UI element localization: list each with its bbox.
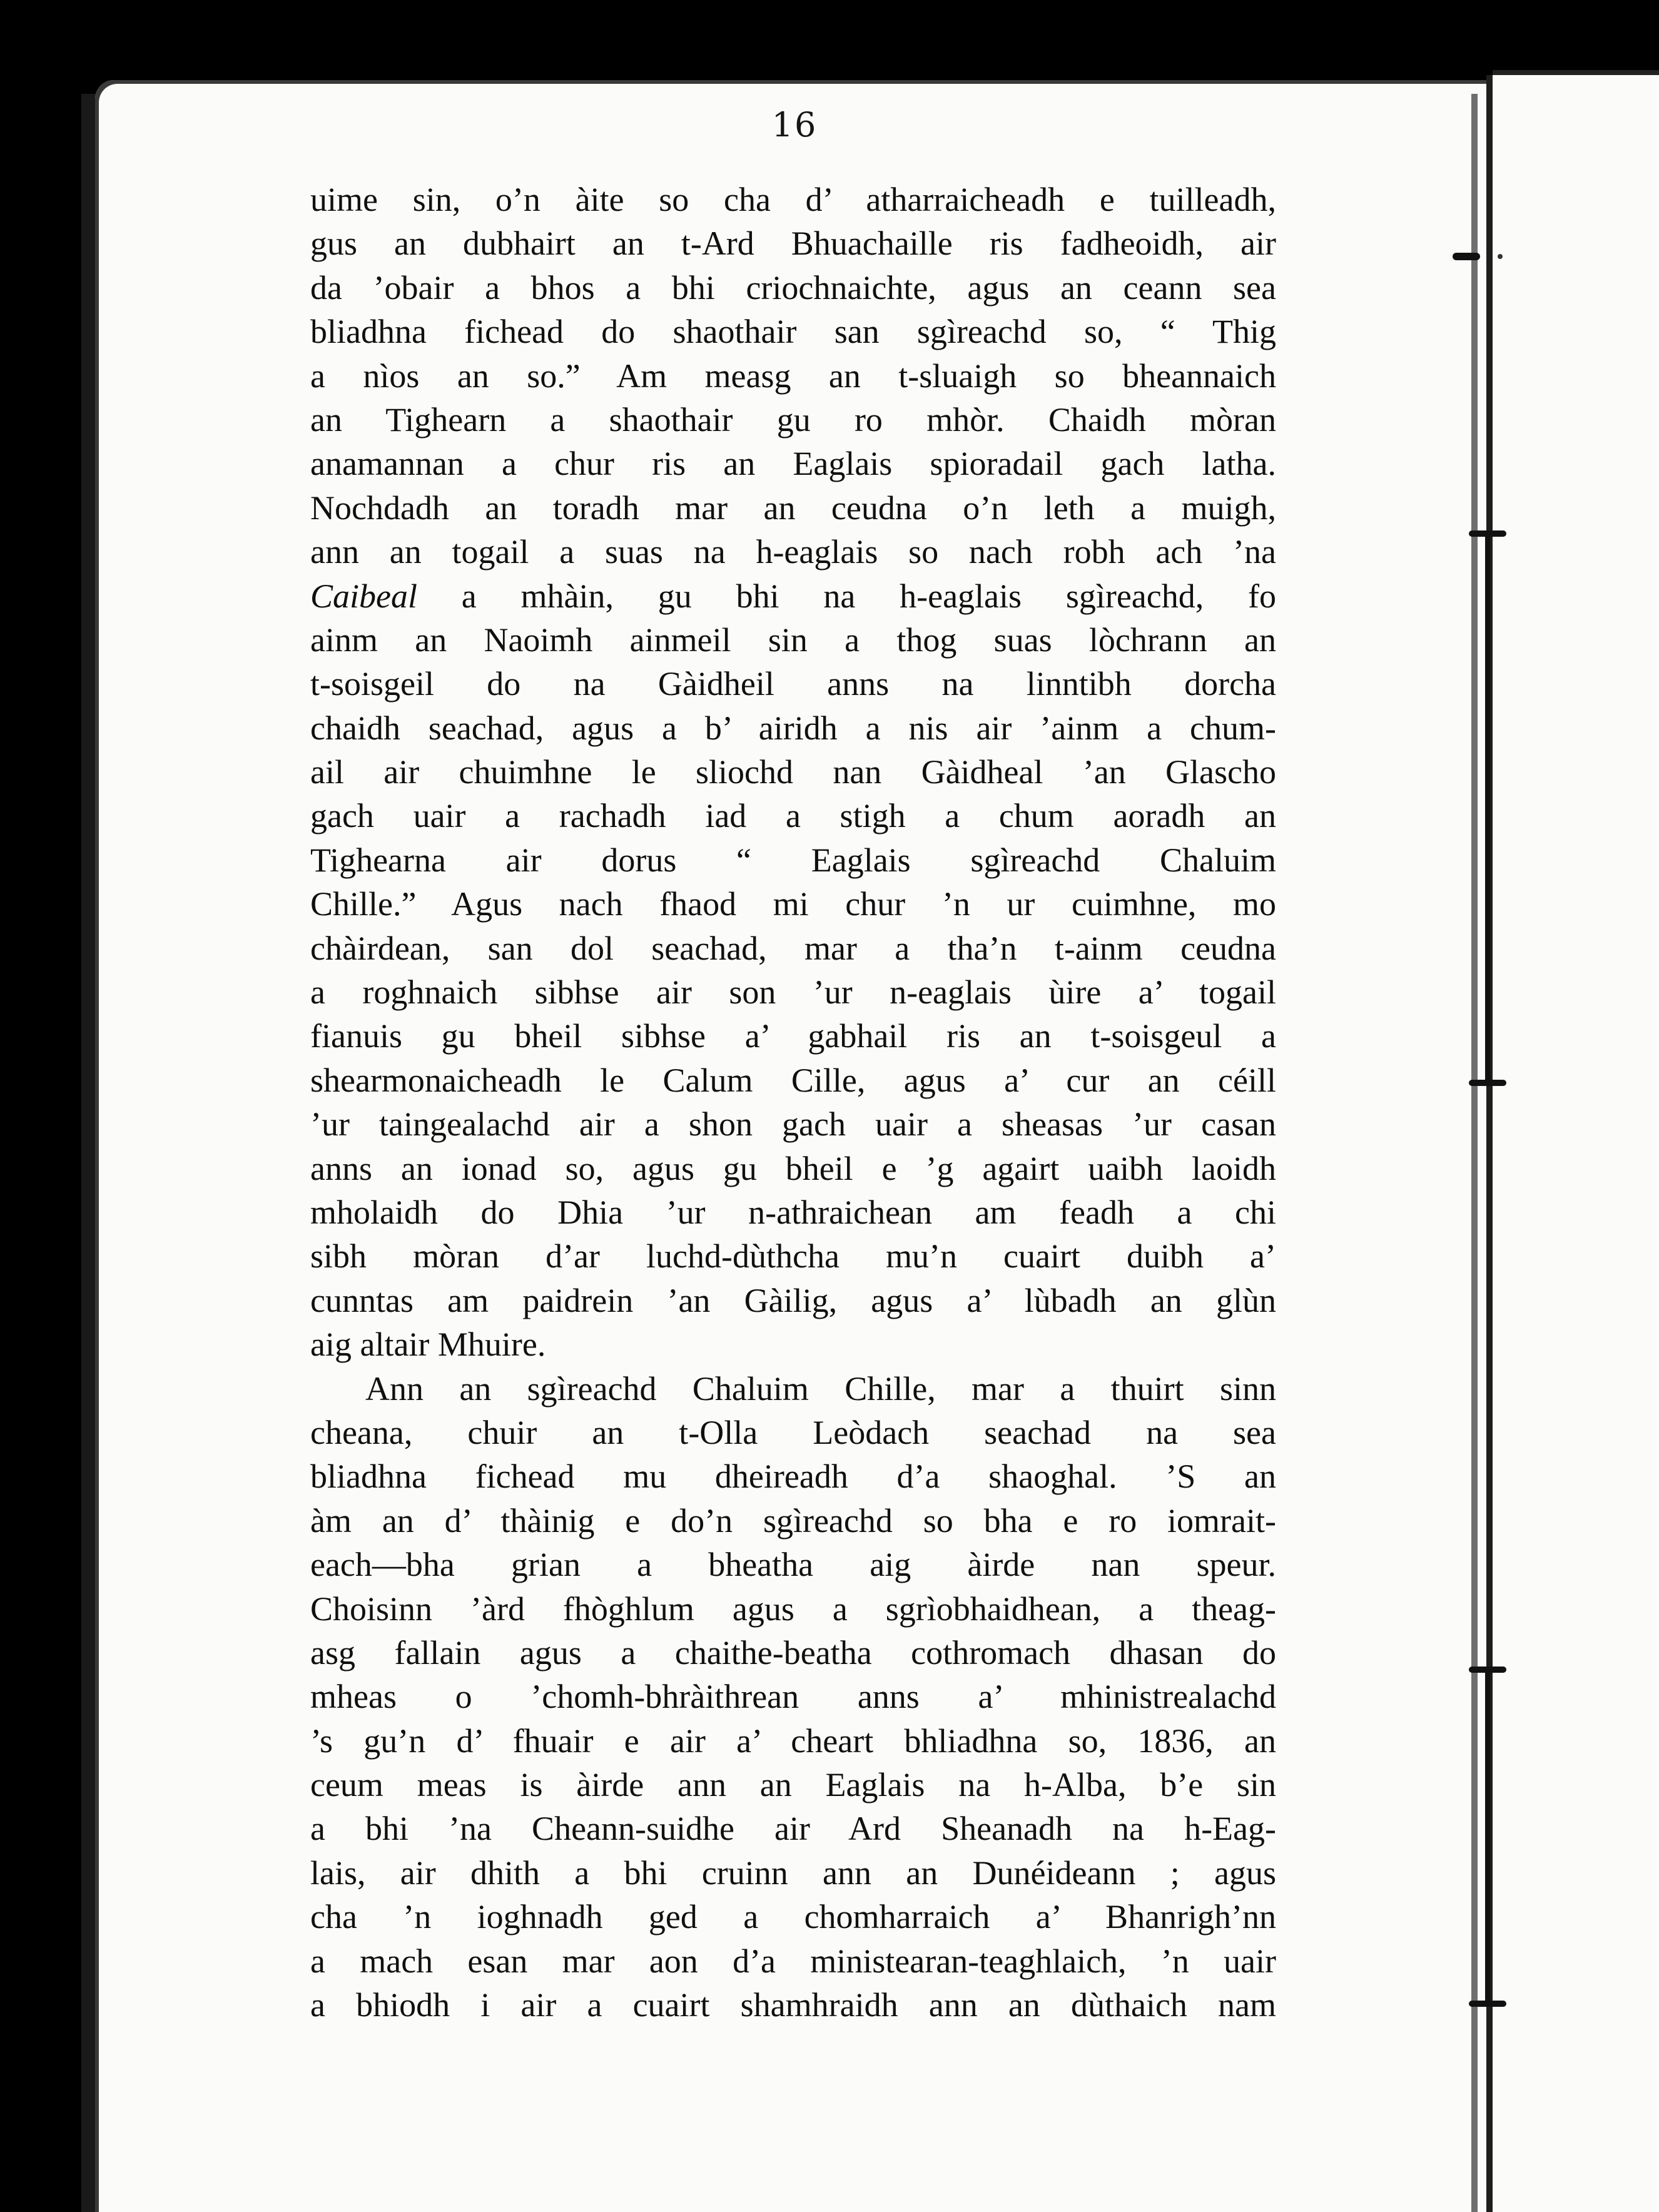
margin-dash-mark [1453, 253, 1480, 260]
margin-bracket-lower [1469, 1667, 1506, 2007]
text-line: Nochdadh an toradh mar an ceudna o’n leth a muigh, [310, 489, 1276, 527]
text-line: asg fallain agus a chaithe-beatha cothromach dhasan do [310, 1633, 1276, 1672]
text-line: ceum meas is àirde ann an Eaglais na h-Alba, b’e sin [310, 1766, 1276, 1804]
text-line: Chille.” Agus nach fhaod mi chur ’n ur cuimhne, mo [310, 885, 1276, 923]
bracket-cap-bottom [1469, 2001, 1506, 2007]
italic-word: Caibeal [310, 577, 417, 615]
bracket-cap-bottom [1469, 1080, 1506, 1086]
body-text [310, 178, 1276, 2027]
text-line-rest: a mhàin, gu bhi na h-eaglais sgìreachd, fo [417, 577, 1276, 615]
text-line: anamannan a chur ris an Eaglais spioradail gach latha. [310, 445, 1276, 483]
text-line: anns an ionad so, agus gu bheil e ’g agairt uaibh laoidh [310, 1149, 1276, 1187]
text-line: Choisinn ’àrd fhòghlum agus a sgrìobhaidhean, a theag- [310, 1590, 1276, 1628]
bracket-stem [1485, 535, 1490, 1081]
text-line: a bhi ’na Cheann-suidhe air Ard Sheanadh na h-Eag- [310, 1810, 1276, 1848]
text-line: cunntas am paidrein ’an Gàilig, agus a’ lùbadh an glùn [310, 1281, 1276, 1319]
text-line: bliadhna fichead do shaothair san sgìreachd so, “ Thig [310, 313, 1276, 351]
text-line: fianuis gu bheil sibhse a’ gabhail ris an t-soisgeul a [310, 1017, 1276, 1055]
text-line: gus an dubhairt an t-Ard Bhuachaille ris fadheoidh, air [310, 225, 1276, 263]
text-line: uime sin, o’n àite so cha d’ atharraicheadh e tuilleadh, [310, 181, 1276, 218]
text-line: Ann an sgìreachd Chaluim Chille, mar a thuirt sinn [365, 1369, 1276, 1408]
text-line: mheas o ’chomh-bhràithrean anns a’ mhinistrealachd [310, 1678, 1276, 1716]
text-line: aig altair Mhuire. [310, 1326, 546, 1364]
text-line: mholaidh do Dhia ’ur n-athraichean am feadh a chi [310, 1193, 1276, 1231]
text-line: ’ur taingealachd air a shon gach uair a sheasas ’ur casan [310, 1105, 1276, 1144]
page-number: 16 [771, 105, 818, 145]
text-line: Tighearna air dorus “ Eaglais sgìreachd Chaluim [310, 841, 1276, 879]
text-line: shearmonaicheadh le Calum Cille, agus a’ cur an céill [310, 1061, 1276, 1099]
text-line: da ’obair a bhos a bhi criochnaichte, agus an ceann sea [310, 268, 1276, 307]
text-line: t-soisgeil do na Gàidheil anns na linntibh dorcha [310, 665, 1276, 703]
margin-bracket-upper [1469, 530, 1506, 1086]
text-line: each—bha grian a bheatha aig àirde nan speur. [310, 1546, 1276, 1584]
text-line: gach uair a rachadh iad a stigh a chum aoradh an [310, 797, 1276, 835]
text-line: cha ’n ioghnadh ged a chomharraich a’ Bhanrigh’nn [310, 1898, 1276, 1936]
facing-page-fragment [1486, 75, 1659, 2212]
text-line: a nìos an so.” Am measg an t-sluaigh so bheannaich [310, 357, 1276, 395]
text-line: àm an d’ thàinig e do’n sgìreachd so bha e ro iomrait- [310, 1501, 1276, 1540]
margin-dot-mark [1498, 254, 1503, 259]
text-line: lais, air dhith a bhi cruinn ann an Dunéideann ; agus [310, 1854, 1276, 1892]
text-line: ainm an Naoimh ainmeil sin a thog suas lòchrann an [310, 621, 1276, 659]
text-line [310, 574, 1276, 618]
text-line: bliadhna fichead mu dheireadh d’a shaoghal. ’S an [310, 1458, 1276, 1496]
text-line: chàirdean, san dol seachad, mar a tha’n t-ainm ceudna [310, 929, 1276, 967]
text-line: sibh mòran d’ar luchd-dùthcha mu’n cuairt duibh a’ [310, 1237, 1276, 1276]
text-line: cheana, chuir an t-Olla Leòdach seachad na sea [310, 1413, 1276, 1451]
text-line: chaidh seachad, agus a b’ airidh a nis air ’ainm a chum- [310, 709, 1276, 747]
text-line: ’s gu’n d’ fhuair e air a’ cheart bhliadhna so, 1836, an [310, 1722, 1276, 1760]
text-line: ail air chuimhne le sliochd nan Gàidheal ’an Glascho [310, 753, 1276, 791]
text-line: a mach esan mar aon d’a ministearan-teaghlaich, ’n uair [310, 1942, 1276, 1980]
text-line: an Tighearn a shaothair gu ro mhòr. Chaidh mòran [310, 400, 1276, 439]
text-line: a roghnaich sibhse air son ’ur n-eaglais ùire a’ togail [310, 973, 1276, 1012]
text-line: a bhiodh i air a cuairt shamhraidh ann an dùthaich nam [310, 1986, 1276, 2024]
bracket-stem [1485, 1672, 1490, 2002]
text-line: ann an togail a suas na h-eaglais so nach robh ach ’na [310, 533, 1276, 571]
